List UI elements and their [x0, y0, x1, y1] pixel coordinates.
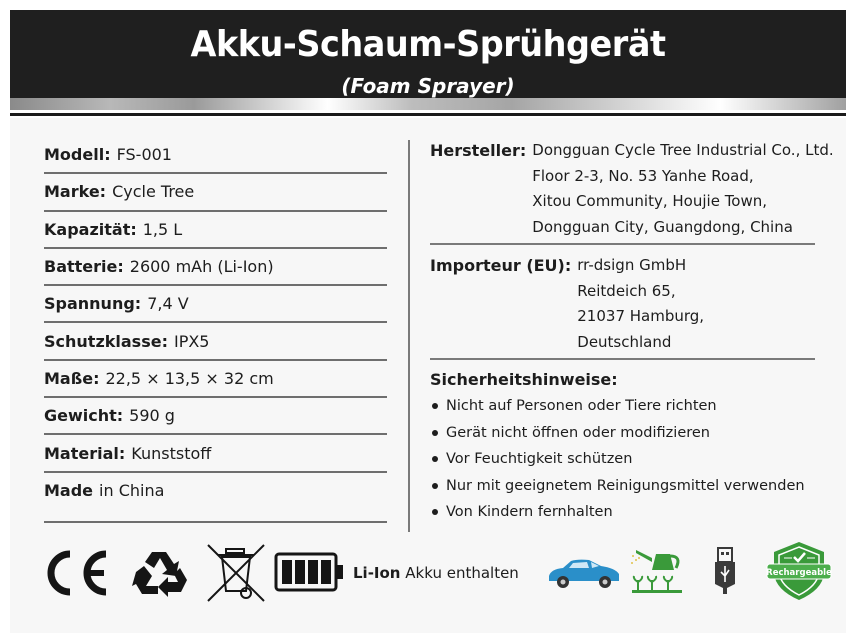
safety-item-text: Nicht auf Personen oder Tiere richten [446, 398, 717, 414]
spec-row-marke [44, 174, 387, 211]
address-line: Floor 2-3, No. 53 Yanhe Road, [532, 166, 754, 185]
spec-row-gewicht [44, 398, 387, 435]
spec-value: in China [99, 480, 165, 500]
spec-value: 7,4 V [147, 294, 189, 314]
spec-label: Spannung: [44, 294, 142, 314]
header-divider [10, 113, 846, 116]
bullet-icon [432, 483, 438, 489]
battery-note [353, 564, 519, 582]
battery-icon [274, 552, 346, 592]
spec-row-kapazitaet [44, 212, 387, 249]
spec-label: Batterie: [44, 257, 124, 277]
spec-row-material [44, 435, 387, 472]
safety-item-text: Gerät nicht öffnen oder modifizieren [446, 424, 710, 441]
spec-label: Material: [44, 443, 126, 463]
spec-label: Made [44, 480, 94, 500]
car-icon [545, 558, 623, 590]
spec-row-schutzklasse [44, 323, 387, 360]
spec-label: Schutzklasse: [44, 331, 168, 351]
safety-item-text: Vor Feuchtigkeit schützen [446, 451, 633, 467]
recycle-icon [130, 548, 192, 600]
spec-row-origin [44, 473, 387, 523]
safety-item [430, 446, 815, 473]
address-line: Dongguan Cycle Tree Industrial Co., Ltd. [532, 141, 834, 159]
rechargeable-label: Rechargeable [766, 568, 832, 578]
bullet-icon [432, 430, 438, 436]
spec-value: 2600 mAh (Li-Ion) [129, 257, 274, 277]
spec-row-masse [44, 361, 387, 398]
spec-value: FS-001 [116, 145, 172, 165]
page-subtitle: (Foam Sprayer) [341, 74, 515, 98]
address-line: Xitou Community, Houjie Town, [532, 192, 768, 210]
column-divider [408, 140, 410, 532]
manufacturer-block [430, 138, 834, 245]
spec-row-modell [44, 137, 387, 174]
chrome-bar [10, 98, 846, 110]
safety-item [430, 420, 815, 447]
safety-item [430, 473, 815, 500]
address-line: rr-dsign GmbH [577, 256, 687, 274]
safety-title: Sicherheitshinweise: [430, 370, 618, 389]
spec-label: Marke: [44, 182, 107, 202]
spec-label: Modell: [44, 145, 111, 165]
page-title: Akku-Schaum-Sprühgerät [190, 24, 666, 65]
safety-item [430, 393, 815, 420]
header-banner [10, 10, 846, 98]
safety-item [430, 499, 815, 526]
bullet-icon [432, 403, 438, 409]
ce-mark-icon [42, 550, 110, 596]
bullet-icon [432, 456, 438, 462]
safety-list [430, 393, 815, 526]
spec-row-batterie [44, 249, 387, 286]
specs-list [44, 137, 387, 523]
spec-value: Kunststoff [131, 443, 212, 463]
spec-value: 590 g [129, 406, 175, 426]
spec-value: IPX5 [173, 331, 210, 351]
safety-item-text: Nur mit geeignetem Reinigungsmittel verwenden [446, 477, 805, 494]
address-line: Deutschland [577, 332, 672, 351]
manufacturer-label: Hersteller: [430, 141, 527, 160]
spec-label: Maße: [44, 368, 100, 388]
spec-value: Cycle Tree [112, 182, 195, 202]
spec-label: Gewicht: [44, 406, 124, 426]
certification-icons [40, 540, 840, 604]
safety-section [430, 370, 815, 526]
spec-row-spannung [44, 286, 387, 323]
battery-note-text: Akku enthalten [400, 564, 519, 582]
crossed-bin-icon [206, 543, 266, 603]
address-line: Reitdeich 65, [577, 281, 676, 300]
importer-address [577, 253, 704, 355]
battery-note-bold: Li-Ion [353, 564, 401, 582]
spec-value: 22,5 × 13,5 × 32 cm [105, 368, 274, 388]
safety-item-text: Von Kindern fernhalten [446, 504, 613, 520]
company-info [430, 138, 834, 526]
importer-label: Importeur (EU): [430, 256, 572, 275]
bullet-icon [432, 509, 438, 515]
address-line: Dongguan City, Guangdong, China [532, 217, 793, 236]
spec-label: Kapazität: [44, 219, 137, 239]
manufacturer-address [532, 138, 833, 240]
address-line: 21037 Hamburg, [577, 307, 705, 325]
usb-icon [712, 546, 738, 596]
rechargeable-badge-icon [764, 540, 834, 602]
watering-can-plants-icon [630, 546, 688, 596]
spec-value: 1,5 L [142, 219, 183, 239]
importer-block [430, 253, 815, 360]
